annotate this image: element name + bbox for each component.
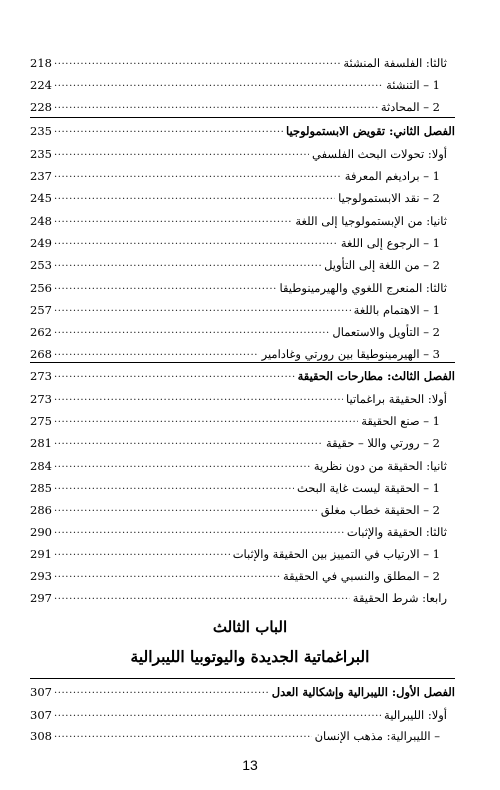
dot-leader (54, 236, 338, 248)
toc-entry-chapter (30, 365, 455, 383)
toc-entry-section (30, 388, 447, 406)
toc-entry-title: ثانيا: الحقيقة من دون نظرية (313, 459, 447, 473)
toc-entry-title: 2 – نقد الابستمولوجيا (338, 191, 440, 205)
toc-entry-page: 235 (30, 124, 52, 138)
part-title: الباب الثالث (212, 618, 288, 636)
dot-leader (54, 392, 343, 404)
toc-entry-sub (30, 74, 440, 92)
toc-entry-title: 2 – المطلق والنسبي في الحقيقة (282, 569, 440, 583)
dot-leader (54, 281, 277, 293)
toc-entry-page: 218 (30, 56, 52, 70)
toc-entry-page: 281 (30, 436, 52, 450)
toc-entry-title: الفصل الأول: الليبرالية وإشكالية العدل (271, 685, 455, 699)
toc-entry-page: 285 (30, 481, 52, 495)
page-number: 13 (242, 757, 258, 773)
dot-leader (54, 369, 295, 381)
toc-entry-page: 275 (30, 414, 52, 428)
section-divider (30, 117, 455, 118)
toc-entry-page: 235 (30, 147, 52, 161)
toc-entry-page: 249 (30, 236, 52, 250)
toc-entry-page: 308 (30, 729, 52, 743)
toc-entry-page: 253 (30, 258, 52, 272)
toc-entry-sub (30, 410, 440, 428)
dot-leader (54, 481, 294, 493)
toc-entry-title: رابعا: شرط الحقيقة (352, 591, 447, 605)
toc-entry-title: ثالثا: الحقيقة والإثبات (346, 525, 447, 539)
toc-entry-section (30, 521, 447, 539)
toc-entry-section (30, 277, 447, 295)
toc-entry-section (30, 210, 447, 228)
toc-entry-section (30, 52, 447, 70)
toc-entry-title: 1 – الحقيقة ليست غاية البحث (296, 481, 440, 495)
toc-entry-title: 2 – التأويل والاستعمال (332, 325, 440, 339)
toc-entry-page: 273 (30, 369, 52, 383)
dot-leader (54, 729, 312, 741)
toc-entry-page: 297 (30, 591, 52, 605)
toc-entry-page: 245 (30, 191, 52, 205)
toc-entry-title: 2 – رورتي واللا – حقيقة (325, 436, 440, 450)
dot-leader (54, 258, 321, 270)
toc-entry-sub (30, 477, 440, 495)
toc-entry-sub (30, 232, 440, 250)
dot-leader (54, 325, 329, 337)
toc-entry-title: 1 – الاهتمام باللغة (353, 303, 440, 317)
dot-leader (54, 147, 309, 159)
toc-entry-title: 1 – صنع الحقيقة (361, 414, 440, 428)
toc-entry-title: 1 – الرجوع إلى اللغة (340, 236, 440, 250)
toc-entry-page: 307 (30, 685, 52, 699)
toc-entry-page: 237 (30, 169, 52, 183)
toc-entry-sub (30, 165, 440, 183)
dot-leader (54, 436, 323, 448)
toc-entry-sub (30, 343, 440, 361)
toc-entry-title: أولا: تحولات البحث الفلسفي (312, 147, 447, 161)
toc-entry-sub (30, 432, 440, 450)
toc-entry-section (30, 587, 447, 605)
toc-entry-title: 2 – الحقيقة خطاب مغلق (320, 503, 440, 517)
toc-entry-section (30, 455, 447, 473)
toc-entry-page: 291 (30, 547, 52, 561)
toc-entry-page: 286 (30, 503, 52, 517)
toc-entry-sub (30, 96, 440, 114)
toc-entry-page: 268 (30, 347, 52, 361)
dot-leader (54, 347, 259, 359)
toc-entry-sub (30, 499, 440, 517)
toc-entry-title: أولا: الحقيقة براغماتيا (346, 392, 447, 406)
dot-leader (54, 56, 340, 68)
toc-entry-title: 2 – من اللغة إلى التأويل (324, 258, 440, 272)
toc-entry-title: الفصل الثالث: مطارحات الحقيقة (297, 369, 455, 383)
toc-entry-title: 1 – التنشئة (386, 78, 440, 92)
toc-entry-page: 248 (30, 214, 52, 228)
toc-entry-sub (30, 187, 440, 205)
toc-entry-sub (30, 321, 440, 339)
toc-entry-title: 1 – براديغم المعرفة (344, 169, 440, 183)
toc-entry-title: ثالثا: الفلسفة المنشئة (343, 56, 447, 70)
dot-leader (54, 303, 351, 315)
toc-entry-title: أولا: الليبرالية (384, 708, 447, 722)
dot-leader (54, 685, 269, 697)
toc-entry-sub (30, 254, 440, 272)
toc-entry-section (30, 143, 447, 161)
dot-leader (54, 525, 344, 537)
toc-entry-title: – الليبرالية: مذهب الإنسان (314, 729, 440, 743)
toc-entry-chapter (30, 120, 455, 138)
toc-entry-page: 257 (30, 303, 52, 317)
dot-leader (54, 569, 280, 581)
toc-entry-title: ثالثا: المنعرج اللغوي والهيرمينوطيقا (279, 281, 447, 295)
dot-leader (54, 124, 283, 136)
toc-entry-page: 284 (30, 459, 52, 473)
toc-entry-title: 3 – الهيرمينوطيقا بين رورتي وغادامير (261, 347, 440, 361)
toc-entry-title: 1 – الارتياب في التمييز بين الحقيقة والإثبات (232, 547, 440, 561)
toc-entry-chapter (30, 681, 455, 699)
toc-entry-page: 262 (30, 325, 52, 339)
section-divider (30, 678, 455, 679)
dot-leader (54, 191, 335, 203)
dot-leader (54, 503, 318, 515)
toc-entry-page: 290 (30, 525, 52, 539)
toc-entry-title: ثانيا: من الإبستمولوجيا إلى اللغة (295, 214, 447, 228)
toc-entry-section (30, 704, 447, 722)
toc-entry-page: 307 (30, 708, 52, 722)
dot-leader (54, 214, 292, 226)
toc-entry-page: 228 (30, 100, 52, 114)
dot-leader (54, 169, 342, 181)
toc-entry-sub (30, 543, 440, 561)
dot-leader (54, 591, 350, 603)
toc-entry-page: 256 (30, 281, 52, 295)
dot-leader (54, 78, 383, 90)
dot-leader (54, 414, 358, 426)
dot-leader (54, 459, 311, 471)
part-subtitle: البراغماتية الجديدة واليوتوبيا الليبرالية (130, 647, 370, 666)
toc-entry-sub (30, 725, 440, 743)
toc-entry-page: 224 (30, 78, 52, 92)
dot-leader (54, 708, 381, 720)
dot-leader (54, 547, 230, 559)
section-divider (30, 362, 455, 363)
toc-entry-page: 293 (30, 569, 52, 583)
toc-entry-title: الفصل الثاني: تقويض الابستمولوجيا (286, 124, 455, 138)
toc-entry-title: 2 – المحادثة (380, 100, 440, 114)
toc-entry-sub (30, 299, 440, 317)
toc-entry-page: 273 (30, 392, 52, 406)
dot-leader (54, 100, 378, 112)
toc-entry-sub (30, 565, 440, 583)
